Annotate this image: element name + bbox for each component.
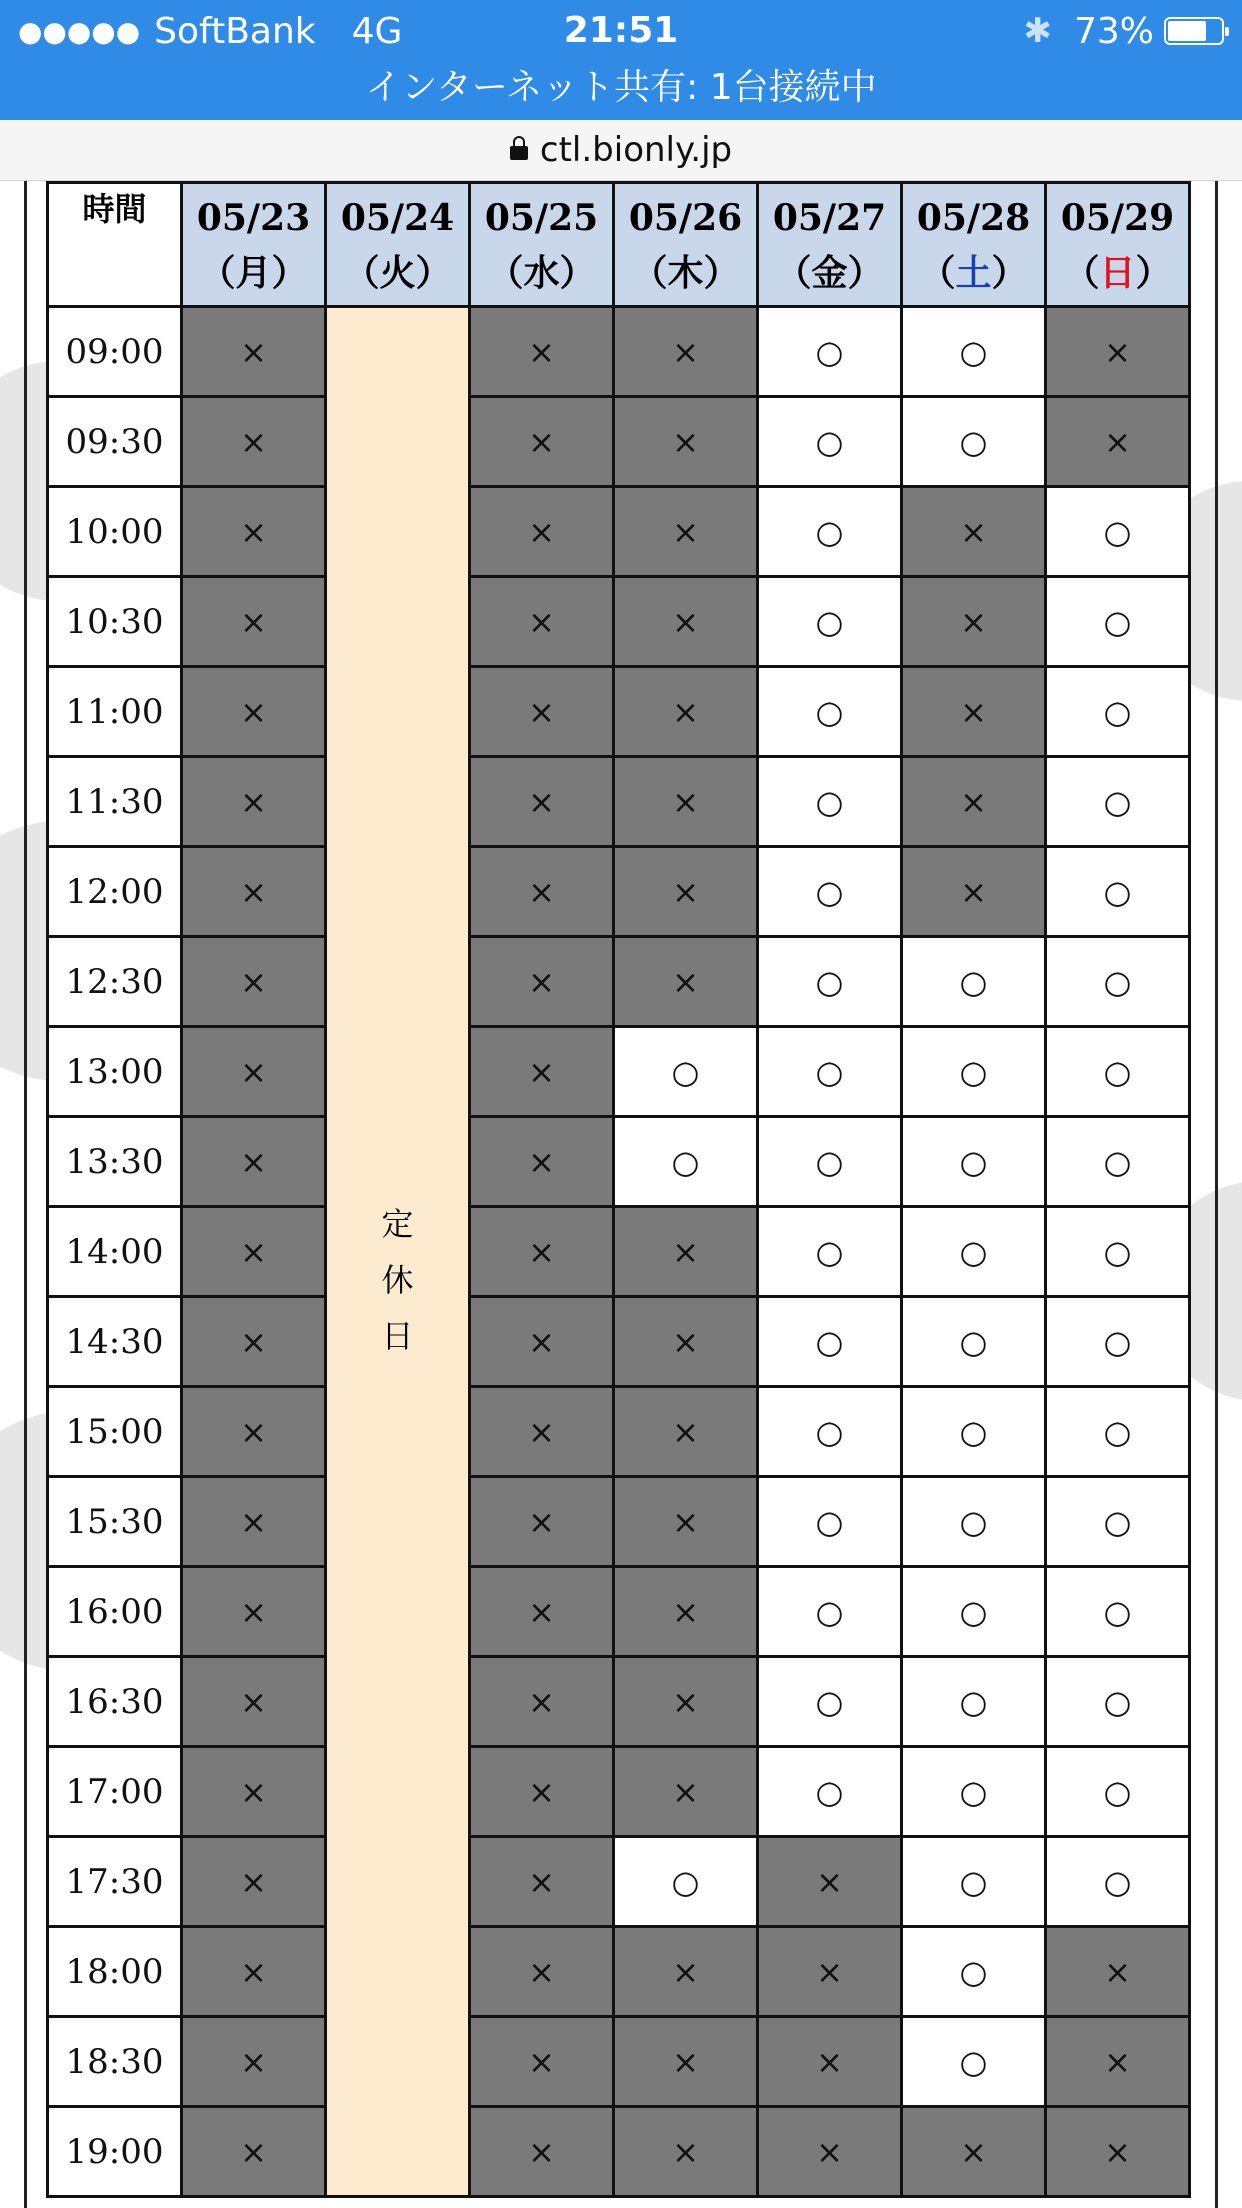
available-slot[interactable]: ○ xyxy=(902,1207,1046,1297)
signal-strength-icon: ●●●●● xyxy=(18,14,141,48)
date-label: 05/28 xyxy=(916,196,1031,239)
available-slot[interactable]: ○ xyxy=(1046,1027,1190,1117)
unavailable-slot: × xyxy=(470,307,614,397)
unavailable-slot: × xyxy=(470,847,614,937)
battery-level xyxy=(1168,21,1206,41)
available-slot[interactable]: ○ xyxy=(758,397,902,487)
time-slot-label: 15:30 xyxy=(48,1477,182,1567)
available-slot[interactable]: ○ xyxy=(758,1747,902,1837)
unavailable-slot: × xyxy=(614,487,758,577)
battery-percent: 73% xyxy=(1073,10,1154,52)
date-label: 05/26 xyxy=(628,196,743,239)
address-bar[interactable] xyxy=(0,120,1242,181)
lock-icon xyxy=(510,146,528,160)
available-slot[interactable]: ○ xyxy=(758,1567,902,1657)
schedule-row xyxy=(48,667,1190,757)
unavailable-slot: × xyxy=(1046,397,1190,487)
unavailable-slot: × xyxy=(758,1837,902,1927)
unavailable-slot: × xyxy=(182,667,326,757)
available-slot[interactable]: ○ xyxy=(1046,1387,1190,1477)
weekday-label: （土） xyxy=(919,251,1028,294)
date-header-3 xyxy=(614,183,758,307)
available-slot[interactable]: ○ xyxy=(1046,1117,1190,1207)
available-slot[interactable]: ○ xyxy=(614,1837,758,1927)
battery-icon xyxy=(1164,17,1224,45)
available-slot[interactable]: ○ xyxy=(758,847,902,937)
unavailable-slot: × xyxy=(614,1657,758,1747)
unavailable-slot: × xyxy=(470,1927,614,2017)
available-slot[interactable]: ○ xyxy=(758,1477,902,1567)
unavailable-slot: × xyxy=(1046,307,1190,397)
unavailable-slot: × xyxy=(470,1837,614,1927)
schedule-row xyxy=(48,1477,1190,1567)
unavailable-slot: × xyxy=(182,1027,326,1117)
available-slot[interactable]: ○ xyxy=(1046,1297,1190,1387)
time-slot-label: 16:00 xyxy=(48,1567,182,1657)
unavailable-slot: × xyxy=(470,1387,614,1477)
unavailable-slot: × xyxy=(614,2107,758,2197)
time-slot-label: 19:00 xyxy=(48,2107,182,2197)
unavailable-slot: × xyxy=(902,667,1046,757)
status-left xyxy=(18,8,402,54)
hotspot-banner[interactable]: インターネット共有: 1台接続中 xyxy=(365,67,877,108)
date-label: 05/25 xyxy=(484,196,599,239)
unavailable-slot: × xyxy=(470,1027,614,1117)
unavailable-slot: × xyxy=(182,847,326,937)
available-slot[interactable]: ○ xyxy=(902,1027,1046,1117)
time-slot-label: 14:30 xyxy=(48,1297,182,1387)
date-header-2 xyxy=(470,183,614,307)
unavailable-slot: × xyxy=(182,1747,326,1837)
unavailable-slot: × xyxy=(614,1567,758,1657)
time-slot-label: 15:00 xyxy=(48,1387,182,1477)
schedule-row xyxy=(48,2107,1190,2197)
available-slot[interactable]: ○ xyxy=(902,1117,1046,1207)
available-slot[interactable]: ○ xyxy=(902,2017,1046,2107)
time-slot-label: 11:30 xyxy=(48,757,182,847)
available-slot[interactable]: ○ xyxy=(614,1117,758,1207)
unavailable-slot: × xyxy=(902,577,1046,667)
available-slot[interactable]: ○ xyxy=(1046,757,1190,847)
available-slot[interactable]: ○ xyxy=(902,1927,1046,2017)
available-slot[interactable]: ○ xyxy=(758,1657,902,1747)
available-slot[interactable]: ○ xyxy=(1046,1657,1190,1747)
unavailable-slot: × xyxy=(470,577,614,667)
available-slot[interactable]: ○ xyxy=(1046,847,1190,937)
time-slot-label: 17:30 xyxy=(48,1837,182,1927)
schedule-row xyxy=(48,397,1190,487)
available-slot[interactable]: ○ xyxy=(1046,667,1190,757)
schedule-row xyxy=(48,1027,1190,1117)
unavailable-slot: × xyxy=(614,1927,758,2017)
date-header-6 xyxy=(1046,183,1190,307)
unavailable-slot: × xyxy=(182,577,326,667)
unavailable-slot: × xyxy=(614,1747,758,1837)
available-slot[interactable]: ○ xyxy=(758,1207,902,1297)
unavailable-slot: × xyxy=(182,1387,326,1477)
unavailable-slot: × xyxy=(470,2107,614,2197)
time-slot-label: 11:00 xyxy=(48,667,182,757)
url-text[interactable]: ctl.bionly.jp xyxy=(539,130,733,170)
time-slot-label: 16:30 xyxy=(48,1657,182,1747)
unavailable-slot: × xyxy=(1046,2017,1190,2107)
available-slot[interactable]: ○ xyxy=(902,307,1046,397)
date-header-5 xyxy=(902,183,1046,307)
schedule-row xyxy=(48,1387,1190,1477)
unavailable-slot: × xyxy=(614,937,758,1027)
carrier-name: SoftBank xyxy=(154,10,316,52)
unavailable-slot: × xyxy=(470,397,614,487)
schedule-row xyxy=(48,757,1190,847)
unavailable-slot: × xyxy=(614,1297,758,1387)
unavailable-slot: × xyxy=(182,487,326,577)
available-slot[interactable]: ○ xyxy=(1046,1207,1190,1297)
unavailable-slot: × xyxy=(758,2017,902,2107)
schedule-row xyxy=(48,1657,1190,1747)
schedule-row xyxy=(48,1927,1190,2017)
unavailable-slot: × xyxy=(758,2107,902,2197)
available-slot[interactable]: ○ xyxy=(614,1027,758,1117)
schedule-row xyxy=(48,1747,1190,1837)
unavailable-slot: × xyxy=(182,1477,326,1567)
unavailable-slot: × xyxy=(470,757,614,847)
unavailable-slot: × xyxy=(614,1207,758,1297)
unavailable-slot: × xyxy=(1046,1927,1190,2017)
unavailable-slot: × xyxy=(1046,2107,1190,2197)
unavailable-slot: × xyxy=(614,1387,758,1477)
time-slot-label: 13:30 xyxy=(48,1117,182,1207)
network-type: 4G xyxy=(351,10,403,52)
unavailable-slot: × xyxy=(182,1117,326,1207)
schedule-row xyxy=(48,1567,1190,1657)
unavailable-slot: × xyxy=(182,1927,326,2017)
date-label: 05/23 xyxy=(196,196,311,239)
unavailable-slot: × xyxy=(182,1657,326,1747)
available-slot[interactable]: ○ xyxy=(758,487,902,577)
schedule-row xyxy=(48,487,1190,577)
date-header-4 xyxy=(758,183,902,307)
unavailable-slot: × xyxy=(902,487,1046,577)
time-slot-label: 17:00 xyxy=(48,1747,182,1837)
available-slot[interactable]: ○ xyxy=(902,1567,1046,1657)
available-slot[interactable]: ○ xyxy=(902,1747,1046,1837)
unavailable-slot: × xyxy=(470,1567,614,1657)
time-slot-label: 13:00 xyxy=(48,1027,182,1117)
unavailable-slot: × xyxy=(758,1927,902,2017)
unavailable-slot: × xyxy=(614,2017,758,2107)
schedule-row xyxy=(48,307,1190,397)
unavailable-slot: × xyxy=(614,397,758,487)
date-label: 05/29 xyxy=(1060,196,1175,239)
time-slot-label: 18:30 xyxy=(48,2017,182,2107)
unavailable-slot: × xyxy=(182,1207,326,1297)
available-slot[interactable]: ○ xyxy=(902,1477,1046,1567)
unavailable-slot: × xyxy=(182,2107,326,2197)
unavailable-slot: × xyxy=(614,577,758,667)
unavailable-slot: × xyxy=(182,397,326,487)
unavailable-slot: × xyxy=(470,2017,614,2107)
unavailable-slot: × xyxy=(182,937,326,1027)
available-slot[interactable]: ○ xyxy=(1046,1747,1190,1837)
available-slot[interactable]: ○ xyxy=(758,1297,902,1387)
date-header-1 xyxy=(326,183,470,307)
status-bar xyxy=(0,0,1242,120)
time-slot-label: 09:00 xyxy=(48,307,182,397)
date-header-0 xyxy=(182,183,326,307)
unavailable-slot: × xyxy=(902,757,1046,847)
available-slot[interactable]: ○ xyxy=(758,937,902,1027)
weekday-label: （木） xyxy=(631,251,740,294)
available-slot[interactable]: ○ xyxy=(1046,1477,1190,1567)
closed-day-label: 定休日 xyxy=(381,1205,414,1355)
status-right xyxy=(1023,8,1224,54)
available-slot[interactable]: ○ xyxy=(758,1027,902,1117)
available-slot[interactable]: ○ xyxy=(1046,487,1190,577)
available-slot[interactable]: ○ xyxy=(902,1297,1046,1387)
time-slot-label: 12:00 xyxy=(48,847,182,937)
available-slot[interactable]: ○ xyxy=(902,1837,1046,1927)
unavailable-slot: × xyxy=(182,307,326,397)
unavailable-slot: × xyxy=(902,2107,1046,2197)
available-slot[interactable]: ○ xyxy=(902,937,1046,1027)
time-column-header: 時間 xyxy=(48,183,182,307)
available-slot[interactable]: ○ xyxy=(758,1387,902,1477)
schedule-row xyxy=(48,577,1190,667)
time-slot-label: 18:00 xyxy=(48,1927,182,2017)
unavailable-slot: × xyxy=(470,667,614,757)
weekday-label: （月） xyxy=(199,251,308,294)
unavailable-slot: × xyxy=(902,847,1046,937)
unavailable-slot: × xyxy=(614,847,758,937)
schedule-row xyxy=(48,1207,1190,1297)
time-slot-label: 09:30 xyxy=(48,397,182,487)
unavailable-slot: × xyxy=(182,757,326,847)
unavailable-slot: × xyxy=(470,1657,614,1747)
unavailable-slot: × xyxy=(614,667,758,757)
time-slot-label: 12:30 xyxy=(48,937,182,1027)
available-slot[interactable]: ○ xyxy=(1046,1567,1190,1657)
weekday-label: （金） xyxy=(775,251,884,294)
unavailable-slot: × xyxy=(182,2017,326,2107)
available-slot[interactable]: ○ xyxy=(758,307,902,397)
schedule-header-row xyxy=(48,183,1190,307)
available-slot[interactable]: ○ xyxy=(1046,577,1190,667)
available-slot[interactable]: ○ xyxy=(758,1117,902,1207)
bluetooth-icon: ✱ xyxy=(1023,11,1052,51)
page-content xyxy=(0,181,1242,2208)
date-label: 05/27 xyxy=(772,196,887,239)
status-time: 21:51 xyxy=(563,10,679,51)
weekday-label: （水） xyxy=(487,251,596,294)
weekday-label: （火） xyxy=(343,251,452,294)
available-slot[interactable]: ○ xyxy=(1046,937,1190,1027)
unavailable-slot: × xyxy=(614,307,758,397)
available-slot[interactable]: ○ xyxy=(902,1657,1046,1747)
schedule-row xyxy=(48,1297,1190,1387)
available-slot[interactable]: ○ xyxy=(758,757,902,847)
unavailable-slot: × xyxy=(470,1297,614,1387)
unavailable-slot: × xyxy=(182,1297,326,1387)
unavailable-slot: × xyxy=(470,1477,614,1567)
weekday-label: （日） xyxy=(1063,251,1172,294)
unavailable-slot: × xyxy=(470,937,614,1027)
closed-day-cell xyxy=(326,307,470,2197)
schedule-row xyxy=(48,1837,1190,1927)
reservation-schedule-table xyxy=(46,181,1191,2198)
available-slot[interactable]: ○ xyxy=(758,577,902,667)
time-slot-label: 10:30 xyxy=(48,577,182,667)
date-label: 05/24 xyxy=(340,196,455,239)
unavailable-slot: × xyxy=(470,1747,614,1837)
available-slot[interactable]: ○ xyxy=(758,667,902,757)
schedule-row xyxy=(48,1117,1190,1207)
unavailable-slot: × xyxy=(614,1477,758,1567)
schedule-row xyxy=(48,847,1190,937)
time-slot-label: 10:00 xyxy=(48,487,182,577)
time-slot-label: 14:00 xyxy=(48,1207,182,1297)
unavailable-slot: × xyxy=(182,1567,326,1657)
unavailable-slot: × xyxy=(470,487,614,577)
available-slot[interactable]: ○ xyxy=(902,1387,1046,1477)
unavailable-slot: × xyxy=(614,757,758,847)
unavailable-slot: × xyxy=(182,1837,326,1927)
available-slot[interactable]: ○ xyxy=(902,397,1046,487)
unavailable-slot: × xyxy=(470,1207,614,1297)
schedule-row xyxy=(48,937,1190,1027)
unavailable-slot: × xyxy=(470,1117,614,1207)
available-slot[interactable]: ○ xyxy=(1046,1837,1190,1927)
schedule-row xyxy=(48,2017,1190,2107)
schedule-body xyxy=(48,307,1190,2197)
